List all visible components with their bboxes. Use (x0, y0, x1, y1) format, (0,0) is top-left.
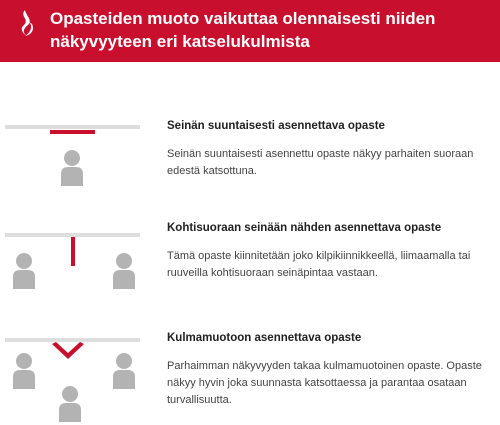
wall-line (5, 125, 140, 129)
page-title: Opasteiden muoto vaikuttaa olennaisesti niiden näkyvyyteen eri katselukulmista (50, 9, 436, 51)
person-icon (113, 353, 135, 389)
wall-line (5, 233, 140, 237)
section-body: Tämä opaste kiinnitetään joko kilpikiinnikkeellä, liimaamalla tai ruuveilla kohtisuoraan seinäpintaa vastaan. (167, 250, 471, 279)
section-title: Seinän suuntaisesti asennettava opaste (167, 120, 385, 132)
section-parallel (167, 119, 487, 180)
person-icon (13, 353, 35, 389)
wall-line (5, 338, 140, 342)
perpendicular-sign-illustration (0, 230, 150, 330)
person-icon (61, 150, 83, 186)
section-title: Kulmamuotoon asennettava opaste (167, 332, 362, 344)
section-corner (167, 331, 487, 409)
perpendicular-sign (71, 237, 75, 266)
parallel-sign (50, 130, 95, 134)
parallel-sign-illustration (0, 122, 150, 222)
person-icon (113, 253, 135, 289)
person-icon (13, 253, 35, 289)
section-title: Kohtisuoraan seinään nähden asennettava opaste (167, 222, 442, 234)
person-icon (59, 386, 81, 422)
header-banner (0, 0, 500, 62)
section-body: Parhaimman näkyvyyden takaa kulmamuotoinen opaste. Opaste näkyy hyvin joka suunnasta katsottaessa ja parantaa osataan turvallisuutta. (167, 360, 482, 406)
corner-sign-illustration (0, 335, 150, 425)
flame-icon (14, 8, 36, 40)
section-body: Seinän suuntaisesti asennettu opaste näkyy parhaiten suoraan edestä katsottuna. (167, 148, 474, 177)
corner-sign (52, 342, 84, 359)
section-perpendicular (167, 221, 487, 282)
